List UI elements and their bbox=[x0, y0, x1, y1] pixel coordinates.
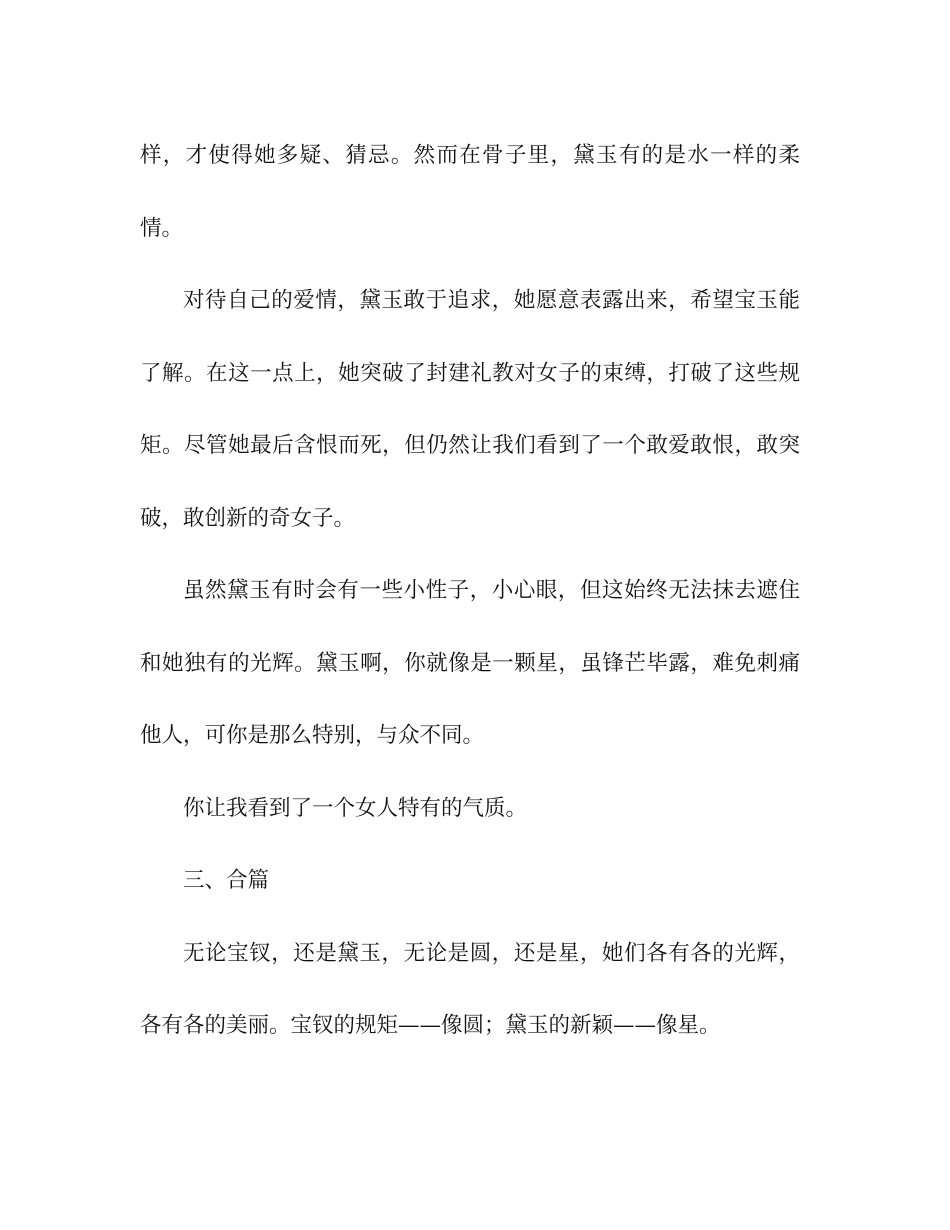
paragraph-star: 虽然黛玉有时会有一些小性子，小心眼，但这始终无法抹去遮住和她独有的光辉。黛玉啊，你就像是一颗星，虽锋芒毕露，难免刺痛他人，可你是那么特别，与众不同。 bbox=[140, 578, 800, 748]
document-body bbox=[140, 120, 800, 1063]
paragraph-continuation: 样，才使得她多疑、猜忌。然而在骨子里，黛玉有的是水一样的柔情。 bbox=[140, 143, 800, 241]
paragraph-temperament: 你让我看到了一个女人特有的气质。 bbox=[183, 795, 528, 821]
paragraph-love: 对待自己的爱情，黛玉敢于追求，她愿意表露出来，希望宝玉能了解。在这一点上，她突破了封建礼教对女子的束缚，打破了这些规矩。尽管她最后含恨而死，但仍然让我们看到了一个敢爱敢恨，敢突破，敢创新的奇女子。 bbox=[140, 288, 800, 531]
paragraph-conclusion: 无论宝钗，还是黛玉，无论是圆，还是星，她们各有各的光辉，各有各的美丽。宝钗的规矩——像圆；黛玉的新颖——像星。 bbox=[140, 940, 800, 1038]
section-heading: 三、合篇 bbox=[183, 868, 270, 893]
